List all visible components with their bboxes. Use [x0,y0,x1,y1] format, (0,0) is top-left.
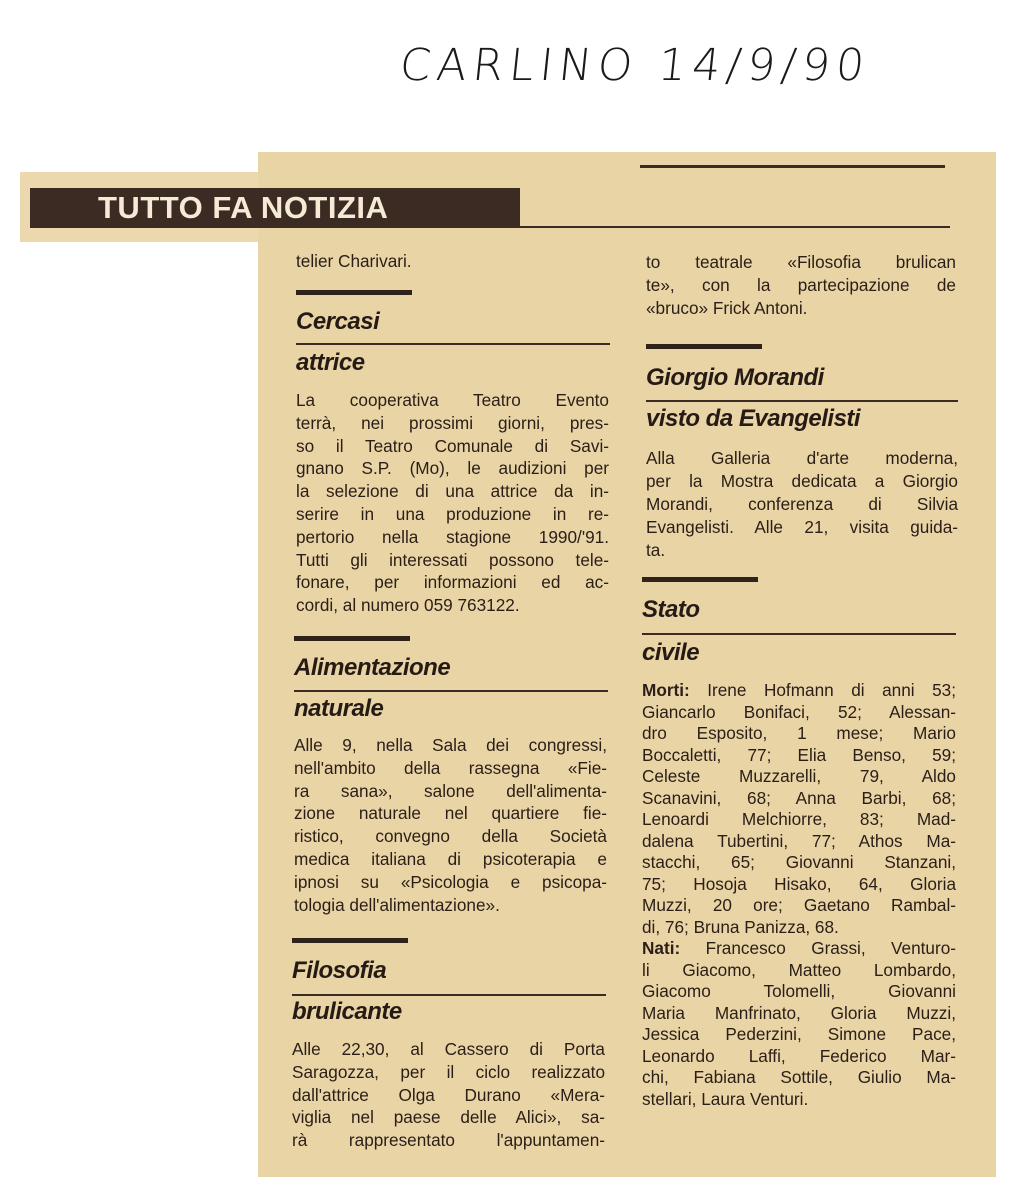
line-text: dall'attrice Olga Durano «Mera- [292,1084,605,1105]
line-text: dalena Tubertini, 77; Athos Ma- [642,830,956,851]
article-title: brulicante [292,998,402,1025]
text-line [642,895,956,917]
text-line [292,1038,605,1061]
text-line [296,571,609,594]
text-line [642,852,956,874]
line-text: viglia nel paese delle Alici», sa- [292,1107,605,1128]
article-title: naturale [294,695,384,722]
divider [646,400,958,402]
line-text: Lenoardi Melchiorre, 83; Mad- [642,809,956,829]
article-title: Alimentazione [294,654,451,681]
line-text: Tutti gli interessati possono tele- [296,549,609,570]
line-text: Jessica Pederzini, Simone Pace, [642,1024,956,1044]
text-line [294,825,607,848]
text-line [296,389,609,412]
text-line [642,788,956,810]
line-text: stacchi, 65; Giovanni Stanzani, [642,852,956,872]
text-line [294,848,607,871]
line-text: La cooperativa Teatro Evento [296,390,609,410]
section-title: TUTTO FA NOTIZIA [98,190,389,225]
text-line [296,457,609,480]
text-line [294,894,607,917]
text-line [642,938,956,960]
civil-registry-body [642,680,956,1110]
line-text: Maria Manfrinato, Gloria Muzzi, [642,1002,956,1023]
text-line [296,250,606,273]
line-text: Giacomo Tolomelli, Giovanni [642,981,956,1001]
line-text: fonare, per informazioni ed ac- [296,572,609,593]
text-line [642,874,956,896]
line-text: Morandi, conferenza di Silvia [646,494,958,514]
line-text: Saragozza, per il ciclo realizzato [292,1061,605,1082]
line-text: terrà, nei prossimi giorni, pres- [296,412,609,433]
text-line [642,1067,956,1089]
article-rule [646,344,762,349]
line-text: Alla Galleria d'arte moderna, [646,448,958,468]
article-rule [296,290,412,295]
article-title: Filosofia [292,957,387,984]
divider [640,165,945,168]
text-line [642,745,956,767]
text-line [292,1129,605,1152]
text-line [646,447,958,470]
line-text: la selezione di una attrice da in- [296,481,609,502]
line-text: Irene Hofmann di anni 53; [689,680,956,700]
text-line [642,766,956,788]
line-text: te», con la partecipazione de [646,275,956,295]
text-line [292,1084,605,1107]
line-text: Giancarlo Bonifaci, 52; Alessan- [642,701,956,722]
line-text: ta. [646,540,666,560]
line-text: li Giacomo, Matteo Lombardo, [642,959,956,980]
line-text: per la Mostra dedicata a Giorgio [646,471,958,491]
line-text: Celeste Muzzarelli, 79, Aldo [642,766,956,786]
article-title: visto da Evangelisti [646,405,861,432]
text-line [294,802,607,825]
article-body [294,734,607,916]
line-text: Evangelisti. Alle 21, visita guida- [646,517,958,537]
article-rule [642,577,758,582]
text-line [642,702,956,724]
line-text: zione naturale nel quartiere fie- [294,803,607,824]
line-text: Alle 22,30, al Cassero di Porta [292,1039,605,1059]
text-line [642,1046,956,1068]
text-line [294,780,607,803]
line-text: Alle 9, nella Sala dei congressi, [294,735,607,755]
line-text: nell'ambito della rassegna «Fie- [294,757,607,778]
text-line [642,1024,956,1046]
article-title: civile [642,639,700,666]
article-rule [294,636,410,641]
text-line [642,680,956,702]
article-rule [292,938,408,943]
text-line [642,831,956,853]
line-text: serire in una produzione in re- [296,503,609,524]
text-line [294,734,607,757]
article-title: Stato [642,596,700,623]
line-text: pertorio nella stagione 1990/'91. [296,526,609,547]
text-line [292,1061,605,1084]
text-line [296,412,609,435]
text-line [642,809,956,831]
text-line [646,251,956,274]
text-line [642,981,956,1003]
divider [296,343,610,345]
line-text: dro Esposito, 1 mese; Mario [642,723,956,743]
text-line [646,539,958,562]
text-line [294,757,607,780]
text-line [642,723,956,745]
divider [642,633,956,635]
divider [520,226,950,228]
line-text: medica italiana di psicoterapia e [294,848,607,869]
line-text: to teatrale «Filosofia brulican [646,252,956,272]
line-text: 75; Hosoja Hisako, 64, Gloria [642,873,956,894]
text-line [296,503,609,526]
text-line [646,274,956,297]
text-line [646,516,958,539]
text-line [296,549,609,572]
entry-label: Morti: [642,680,690,700]
article-title: attrice [296,349,365,376]
divider [294,690,608,692]
line-text: Muzzi, 20 ore; Gaetano Rambal- [642,895,956,915]
line-text: Francesco Grassi, Venturo- [680,938,956,958]
text-line [296,435,609,458]
text-line [296,594,609,617]
divider [292,994,606,996]
article-title: Cercasi [296,308,380,335]
text-line [642,1003,956,1025]
text-line [296,526,609,549]
entry-label: Nati: [642,938,681,958]
text-line [642,960,956,982]
line-text: ra sana», salone dell'alimenta- [294,780,607,801]
line-text: Scanavini, 68; Anna Barbi, 68; [642,787,956,808]
line-text: Leonardo Laffi, Federico Mar- [642,1045,956,1066]
continued-text [646,251,956,320]
line-text: ristico, convegno della Società [294,826,607,847]
text-line [646,493,958,516]
line-text: «bruco» Frick Antoni. [646,298,808,318]
line-text: stellari, Laura Venturi. [642,1088,809,1109]
line-text: cordi, al numero 059 763122. [296,595,520,616]
text-line [292,1106,605,1129]
text-line [646,470,958,493]
text-line [294,871,607,894]
article-body [646,447,958,562]
text-line [296,480,609,503]
line-text: ipnosi su «Psicologia e psicopa- [294,871,607,892]
text-line [642,1089,956,1111]
line-text: Boccaletti, 77; Elia Benso, 59; [642,744,956,765]
continued-text [296,250,606,273]
line-text: tologia dell'alimentazione». [294,894,500,915]
text-line [642,917,956,939]
line-text: chi, Fabiana Sottile, Giulio Ma- [642,1067,956,1087]
article-body [296,389,609,617]
line-text: gnano S.P. (Mo), le audizioni per [296,458,609,479]
line-text: rà rappresentato l'appuntamen- [292,1130,605,1151]
article-title: Giorgio Morandi [646,364,824,391]
handwritten-source-note: CARLINO 14/9/90 [397,40,873,91]
article-body [292,1038,605,1152]
text-line [646,297,956,320]
line-text: telier Charivari. [296,251,412,271]
line-text: di, 76; Bruna Panizza, 68. [642,916,839,937]
line-text: so il Teatro Comunale di Savi- [296,435,609,456]
